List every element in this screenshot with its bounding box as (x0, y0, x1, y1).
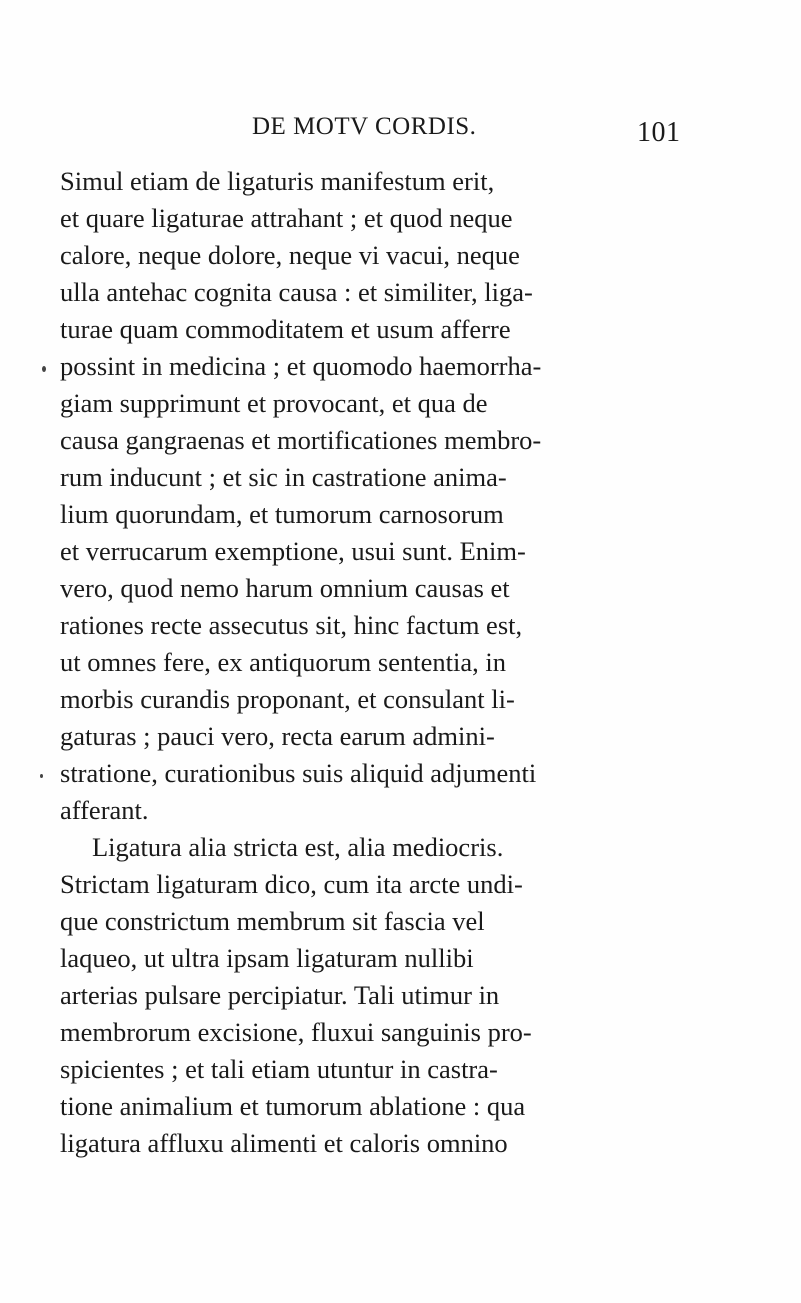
text-line: laqueo, ut ultra ipsam ligaturam nullibi (60, 943, 474, 973)
text-line: tione animalium et tumorum ablatione : qua (60, 1091, 526, 1121)
text-line: morbis curandis proponant, et consulant li- (60, 684, 515, 714)
text-line: ligatura affluxu alimenti et caloris omnino (60, 1128, 508, 1158)
text-line: Strictam ligaturam dico, cum ita arcte undi- (60, 869, 523, 899)
text-line: Simul etiam de ligaturis manifestum erit, (60, 166, 495, 196)
text-line: rum inducunt ; et sic in castratione anima- (60, 462, 507, 492)
text-line: causa gangraenas et mortificationes membro- (60, 425, 542, 455)
text-line: calore, neque dolore, neque vi vacui, neque (60, 240, 520, 270)
text-line: ulla antehac cognita causa : et similiter, liga- (60, 277, 533, 307)
running-title: DE MOTV CORDIS. (252, 113, 477, 140)
text-line: gaturas ; pauci vero, recta earum admini- (60, 721, 495, 751)
text-line: vero, quod nemo harum omnium causas et (60, 573, 510, 603)
text-line: stratione, curationibus suis aliquid adjumenti (60, 758, 537, 788)
text-line: turae quam commoditatem et usum afferre (60, 314, 511, 344)
text-line: lium quorundam, et tumorum carnosorum (60, 499, 504, 529)
text-line: et verrucarum exemptione, usui sunt. Enim- (60, 536, 526, 566)
text-line: rationes recte assecutus sit, hinc factum est, (60, 610, 523, 640)
page-header (252, 113, 692, 153)
ink-speck (42, 366, 46, 372)
text-line: Ligatura alia stricta est, alia mediocris. (92, 832, 504, 862)
text-line: membrorum excisione, fluxui sanguinis pro- (60, 1017, 532, 1047)
text-line: ut omnes fere, ex antiquorum sententia, in (60, 647, 506, 677)
ink-speck (40, 774, 43, 778)
text-line: possint in medicina ; et quomodo haemorrha- (60, 351, 542, 381)
text-line: arterias pulsare percipiatur. Tali utimur in (60, 980, 500, 1010)
text-line: giam supprimunt et provocant, et qua de (60, 388, 488, 418)
text-line: et quare ligaturae attrahant ; et quod neque (60, 203, 513, 233)
text-line: afferant. (60, 795, 149, 825)
page-number: 101 (637, 117, 681, 148)
text-line: spicientes ; et tali etiam utuntur in castra- (60, 1054, 498, 1084)
body-text (60, 163, 700, 1162)
text-line: que constrictum membrum sit fascia vel (60, 906, 485, 936)
